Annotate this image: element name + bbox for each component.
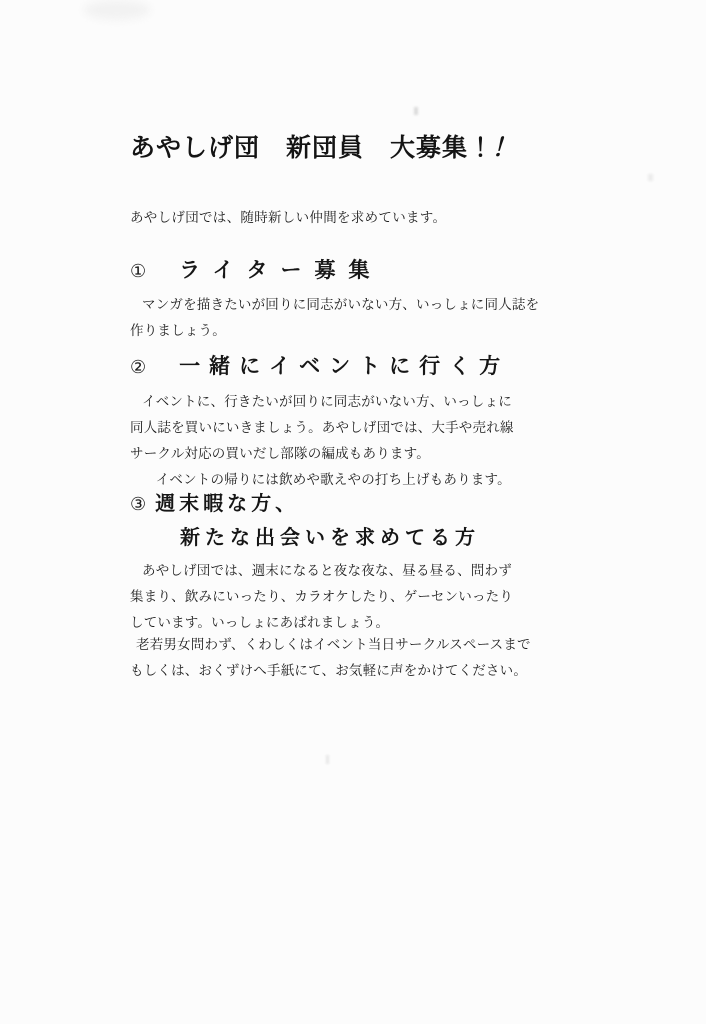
body-line: 作りましょう。 (130, 323, 226, 338)
section-2-heading: 一緒にイベントに行く方 (179, 354, 510, 378)
scan-speck (326, 755, 329, 764)
section-writer-recruit (130, 254, 539, 344)
circled-number-2: ② (130, 357, 147, 377)
closing-paragraph (130, 632, 531, 684)
section-heading-row (130, 487, 513, 516)
section-1-body (130, 292, 539, 344)
body-line: あやしげ団では、週末になると夜な夜な、昼る昼る、問わず (142, 563, 512, 578)
body-line: サークル対応の買いだし部隊の編成もあります。 (130, 446, 430, 461)
page-title-italic-exclamation: ！ (489, 135, 523, 162)
section-3-heading-line2: 新たな出会いを求めてる方 (180, 527, 480, 549)
section-heading-row (130, 350, 514, 380)
body-line: しています。いっしょにあばれましょう。 (130, 615, 390, 630)
body-line: 集まり、飲みにいったり、カラオケしたり、ゲーセンいったり (130, 589, 514, 604)
body-line: イベントの帰りには飲めや歌えやの打ち上げもあります。 (142, 472, 511, 487)
scan-speck (414, 107, 418, 115)
page-title-text: あやしげ団 新団員 大募集！ (130, 135, 495, 162)
section-2-body (130, 389, 514, 493)
body-line: 同人誌を買いにいきましょう。あやしげ団では、大手や売れ線 (130, 420, 514, 435)
body-line: イベントに、行きたいが回りに同志がいない方、いっしょに (142, 394, 512, 409)
intro-text: あやしげ団では、随時新しい仲間を求めています。 (130, 210, 447, 225)
section-event-companion (130, 350, 514, 493)
section-weekend-free (130, 487, 513, 636)
body-line: 老若男女問わず、くわしくはイベント当日サークルスペースまで (136, 637, 531, 652)
section-heading-row (130, 254, 539, 284)
scan-smudge (84, 0, 150, 20)
section-3-body (130, 558, 513, 636)
body-line: もしくは、おくずけへ手紙にて、お気軽に声をかけてください。 (130, 663, 528, 678)
circled-number-3: ③ (130, 494, 147, 514)
section-1-heading: ライター募集 (179, 258, 383, 282)
circled-number-1: ① (130, 261, 147, 281)
scan-speck (648, 174, 653, 181)
page-title (130, 128, 523, 164)
body-line: マンガを描きたいが回りに同志がいない方、いっしょに同人誌を (142, 297, 540, 312)
section-3-heading-line1: 週末暇な方、 (155, 493, 300, 515)
